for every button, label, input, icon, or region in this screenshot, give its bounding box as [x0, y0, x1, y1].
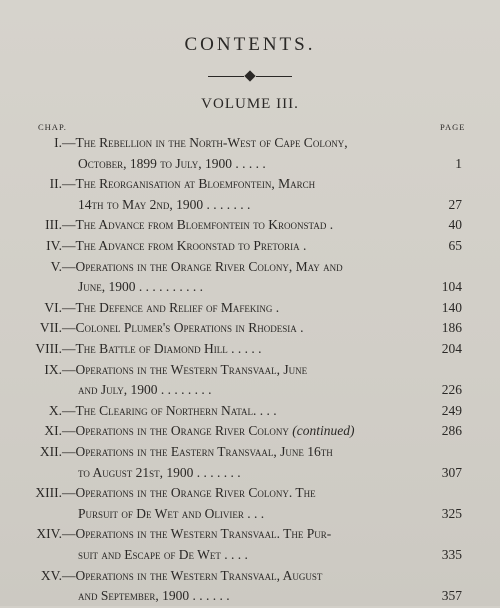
contents-line	[0, 526, 500, 546]
page-number: 27	[448, 196, 462, 212]
chapter-title-continued: and July, 1900 . . . . . . . .	[78, 382, 212, 398]
chapter-title-continued: to August 21st, 1900 . . . . . . .	[78, 464, 241, 480]
contents-line	[0, 279, 500, 299]
chapter-number: XV.	[40, 567, 62, 583]
page-number: 40	[448, 217, 462, 233]
contents-line	[0, 300, 500, 320]
page-number: 357	[441, 588, 462, 604]
contents-line	[0, 197, 500, 217]
chapter-title: —The Advance from Bloemfontein to Kroonstad .	[62, 217, 334, 233]
chapter-number: I.	[54, 135, 62, 150]
chapter-number: XII.	[39, 444, 62, 459]
ornament-divider	[208, 72, 292, 80]
chapter-number: VII.	[39, 320, 62, 336]
contents-line	[0, 465, 500, 485]
chapter-number: XI.	[44, 423, 62, 439]
chapter-number: XIII.	[35, 485, 62, 501]
page-number: 186	[441, 320, 462, 336]
chapter-number: IV.	[46, 238, 62, 253]
page-number: 1	[455, 155, 462, 171]
chapter-title-continued: Pursuit of De Wet and Olivier . . .	[78, 505, 265, 521]
chapter-number: II.	[49, 176, 62, 192]
chap-column-label: CHAP.	[38, 122, 67, 132]
chapter-title-continued: June, 1900 . . . . . . . . . .	[78, 279, 204, 295]
chapter-title: —Operations in the Orange River Colony (continued)	[62, 423, 355, 439]
page-number: 286	[441, 423, 462, 439]
chapter-title-continued: suit and Escape of De Wet . . . .	[78, 547, 248, 562]
contents-line	[0, 403, 500, 423]
chapter-title: —Operations in the Western Transvaal. The Pur-	[62, 526, 332, 542]
contents-line	[0, 217, 500, 237]
contents-line	[0, 320, 500, 340]
chapter-title: —The Defence and Relief of Mafeking .	[62, 299, 280, 315]
chapter-title: —The Clearing of Northern Natal. . . .	[62, 402, 277, 418]
chapter-title: —The Rebellion in the North-West of Cape Colony,	[62, 135, 348, 150]
contents-line	[0, 568, 500, 588]
page-number: 335	[441, 547, 462, 562]
chapter-number: III.	[45, 217, 62, 233]
contents-line	[0, 588, 500, 608]
chapter-title-continued: October, 1899 to July, 1900 . . . . .	[78, 155, 266, 171]
chapter-title: —The Battle of Diamond Hill . . . . .	[62, 341, 262, 356]
contents-line	[0, 259, 500, 279]
chapter-number: XIV.	[36, 526, 62, 542]
diamond-ornament-icon	[244, 70, 255, 81]
volume-heading: VOLUME III.	[201, 96, 299, 112]
chapter-title: —Operations in the Eastern Transvaal, June 16th	[62, 444, 333, 459]
chapter-title: —Operations in the Western Transvaal, June	[62, 361, 308, 377]
chapter-title: —Colonel Plumer's Operations in Rhodesia .	[62, 320, 304, 336]
contents-line	[0, 506, 500, 526]
contents-line	[0, 135, 500, 155]
contents-line	[0, 444, 500, 464]
contents-line	[0, 547, 500, 567]
contents-line	[0, 485, 500, 505]
chapter-title: —The Advance from Kroonstad to Pretoria .	[62, 238, 307, 253]
chapter-title: —Operations in the Orange River Colony. The	[62, 485, 316, 501]
contents-line	[0, 423, 500, 443]
chapter-title-continued: 14th to May 2nd, 1900 . . . . . . .	[78, 196, 251, 212]
contents-line	[0, 176, 500, 196]
page-number: 104	[441, 279, 462, 295]
contents-title: CONTENTS.	[184, 34, 316, 55]
chapter-title: —Operations in the Orange River Colony, May and	[62, 258, 343, 274]
contents-line	[0, 238, 500, 258]
page-number: 307	[441, 464, 462, 480]
contents-line	[0, 382, 500, 402]
page-number: 204	[441, 341, 462, 356]
chapter-number: V.	[50, 258, 62, 274]
chapter-title: —The Reorganisation at Bloemfontein, March	[62, 176, 316, 192]
contents-line	[0, 362, 500, 382]
contents-line	[0, 156, 500, 176]
chapter-number: IX.	[44, 361, 62, 377]
page-column-label: PAGE	[440, 122, 466, 132]
page-number: 249	[441, 402, 462, 418]
page-number: 226	[441, 382, 462, 398]
chapter-number: VIII.	[35, 341, 62, 356]
chapter-title-continued: and September, 1900 . . . . . .	[78, 588, 230, 604]
page-number: 65	[448, 238, 462, 253]
page-number: 325	[441, 505, 462, 521]
contents-line	[0, 341, 500, 361]
chapter-number: X.	[48, 402, 62, 418]
chapter-title: —Operations in the Western Transvaal, August	[62, 567, 323, 583]
page-number: 140	[441, 299, 462, 315]
chapter-number: VI.	[44, 299, 62, 315]
